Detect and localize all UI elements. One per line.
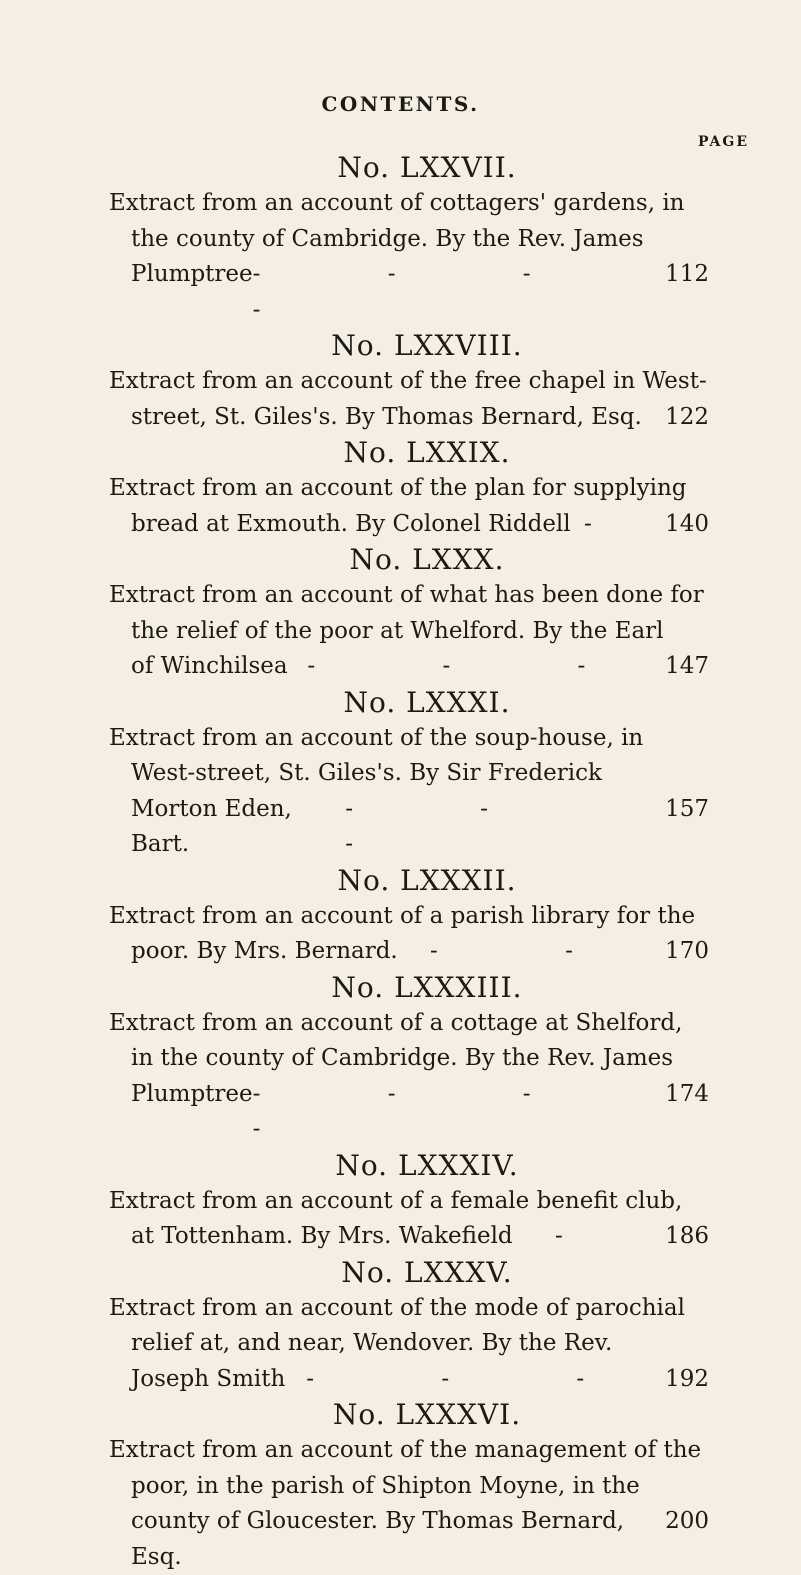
- dot-leaders: -: [554, 1223, 623, 1249]
- running-head: CONTENTS.: [321, 92, 480, 116]
- entry-description: [109, 186, 709, 328]
- entry-description: [109, 1433, 709, 1575]
- entry-last-line: [109, 934, 709, 970]
- entry-line: relief at, and near, Wendover. By the Rev.: [131, 1330, 613, 1356]
- entry-last-line: [109, 1504, 709, 1575]
- entry-number: No. LXXXII.: [337, 863, 517, 897]
- entry-number: No. LXXXV.: [341, 1255, 513, 1289]
- entry-description: [109, 899, 709, 970]
- entry-line: poor, in the parish of Shipton Moyne, in the: [131, 1472, 640, 1499]
- entry-description: [109, 364, 709, 435]
- entry-last-text: county of Gloucester. By Thomas Bernard, Esq.: [131, 1508, 625, 1570]
- entry-page-number: 174: [665, 1080, 709, 1107]
- entry-description: [109, 1184, 709, 1255]
- contents-entry: [109, 1397, 709, 1575]
- entry-line: Extract from an account of a cottage at Shelford,: [109, 1009, 683, 1036]
- entry-page-number: 192: [665, 1365, 709, 1392]
- entry-page-number: 200: [665, 1508, 709, 1534]
- entry-line: Extract from an account of the management of the: [109, 1437, 702, 1463]
- entry-last-line: [109, 400, 709, 436]
- entry-description: [109, 1291, 709, 1398]
- contents-entry: [109, 328, 709, 435]
- entry-last-line: [109, 507, 709, 543]
- entry-last-text: street, St. Giles's. By Thomas Bernard, Esq.: [131, 403, 642, 430]
- entry-last-text: Joseph Smith: [131, 1365, 286, 1392]
- entry-number: No. LXXXVI.: [332, 1398, 522, 1431]
- entry-last-line: [109, 257, 709, 328]
- contents-entry: [109, 150, 709, 328]
- entry-last-line: [109, 1077, 709, 1148]
- entry-number: No. LXXVIII.: [331, 329, 523, 362]
- page-column-label: PAGE: [698, 134, 749, 150]
- entry-last-text: bread at Exmouth. By Colonel Riddell: [131, 510, 571, 537]
- entry-number: No. LXXIX.: [343, 436, 511, 469]
- entry-page-number: 170: [665, 938, 709, 964]
- entry-line: the county of Cambridge. By the Rev. James: [131, 225, 644, 252]
- contents-entry: [109, 1255, 709, 1398]
- entry-line: Extract from an account of the mode of parochial: [109, 1294, 685, 1321]
- contents-list: [109, 150, 709, 1575]
- entry-page-number: 157: [665, 795, 709, 822]
- dot-leaders: - - - -: [252, 261, 591, 323]
- entry-line: Extract from an account of the free chapel in West-: [109, 368, 707, 394]
- entry-last-line: [109, 649, 709, 685]
- entry-number: No. LXXXIII.: [331, 970, 523, 1004]
- dot-leaders: - -: [429, 938, 633, 964]
- contents-entry: [109, 970, 709, 1148]
- contents-entry: [109, 542, 709, 685]
- contents-entry: [109, 863, 709, 970]
- entry-page-number: 112: [665, 261, 709, 287]
- entry-last-line: [109, 1219, 709, 1255]
- entry-last-text: at Tottenham. By Mrs. Wakefield: [131, 1223, 513, 1249]
- entry-number: No. LXXXIV.: [335, 1148, 519, 1182]
- entry-last-line: [109, 1362, 709, 1398]
- entry-line: the relief of the poor at Whelford. By the Earl: [131, 617, 664, 644]
- entry-last-text: poor. By Mrs. Bernard.: [131, 938, 398, 964]
- entry-line: Extract from an account of a female benefit club,: [109, 1187, 683, 1214]
- entry-page-number: 140: [665, 510, 709, 537]
- entry-page-number: 147: [665, 653, 709, 679]
- dot-leaders: - - -: [306, 1365, 645, 1392]
- entry-line: Extract from an account of a parish library for the: [109, 902, 696, 929]
- contents-entry: [109, 435, 709, 542]
- entry-last-line: [109, 792, 709, 863]
- entry-page-number: 122: [665, 403, 709, 430]
- entry-number: No. LXXX.: [349, 543, 505, 576]
- entry-line: in the county of Cambridge. By the Rev. James: [131, 1045, 674, 1071]
- dot-leaders: -: [583, 510, 652, 537]
- entry-description: [109, 721, 709, 863]
- entry-line: Extract from an account of the soup-house, in: [109, 724, 644, 751]
- dot-leaders: - - -: [345, 795, 549, 857]
- entry-last-text: of Winchilsea: [131, 653, 288, 679]
- entry-last-text: Plumptree: [131, 1080, 253, 1107]
- entry-last-text: Plumptree: [131, 261, 253, 287]
- entry-number: No. LXXXI.: [343, 685, 511, 719]
- contents-entry: [109, 1148, 709, 1255]
- dot-leaders: - - -: [307, 653, 646, 679]
- entry-line: West-street, St. Giles's. By Sir Frederick: [131, 760, 602, 786]
- entry-description: [109, 471, 709, 542]
- contents-entry: [109, 685, 709, 863]
- entry-page-number: 186: [665, 1223, 709, 1249]
- entry-line: Extract from an account of cottagers' gardens, in: [109, 190, 685, 216]
- entry-line: Extract from an account of the plan for supplying: [109, 475, 687, 501]
- entry-description: [109, 578, 709, 685]
- entry-line: Extract from an account of what has been done for: [109, 582, 704, 608]
- dot-leaders: - - - -: [252, 1080, 591, 1142]
- entry-last-text: Morton Eden, Bart.: [131, 795, 292, 857]
- entry-number: No. LXXVII.: [337, 151, 517, 184]
- entry-description: [109, 1006, 709, 1148]
